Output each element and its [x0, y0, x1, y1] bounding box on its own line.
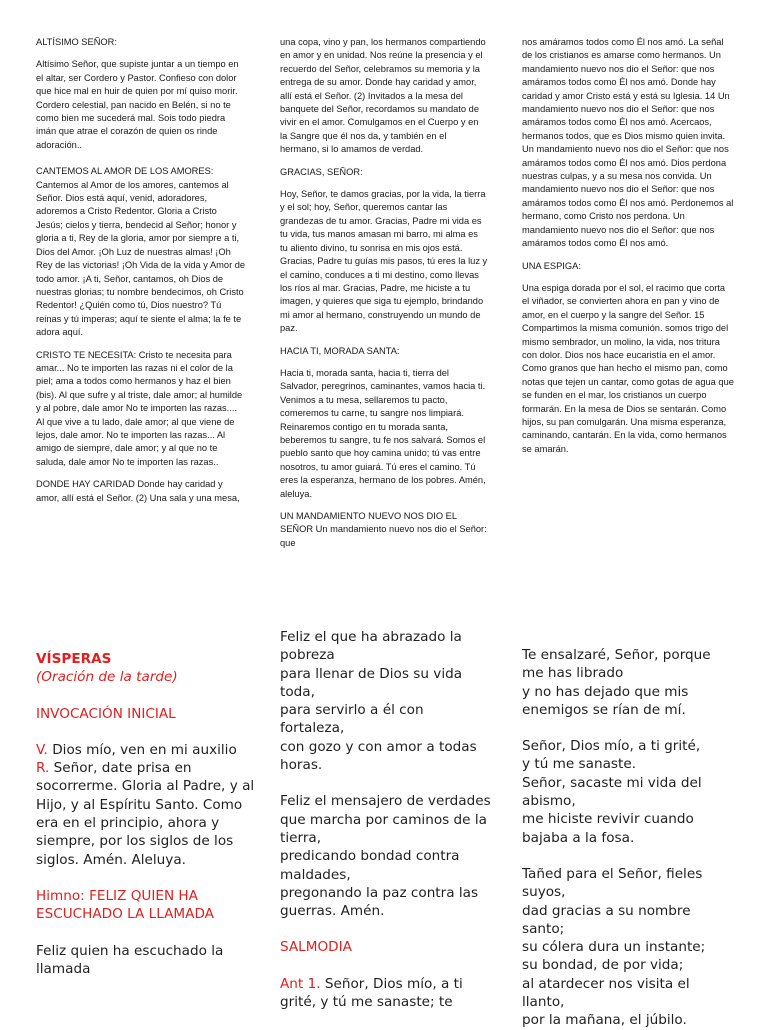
heading-una-espiga: UNA ESPIGA: — [522, 260, 581, 271]
psalm-line: Señor, sacaste mi vida del abismo, — [522, 774, 702, 810]
psalm-line: Tañed para el Señor, fieles suyos, — [522, 865, 703, 901]
stanza-pobreza — [280, 628, 492, 774]
psalm-stanza-3 — [522, 865, 736, 1030]
top-column-2 — [280, 36, 488, 559]
hymn-start: Feliz quien ha escuchado la llamada — [36, 942, 224, 977]
heading-hacia-ti: HACIA TI, MORADA SANTA: — [280, 345, 400, 356]
versicle-marker: V. — [36, 741, 48, 758]
psalm-stanza-1 — [522, 646, 736, 719]
top-column-1 — [36, 36, 246, 514]
psalm-line: al atardecer nos visita el llanto, — [522, 975, 690, 1011]
response — [36, 759, 260, 869]
psalm-line: su cólera dura un instante; — [522, 939, 706, 956]
versicle-text: Dios mío, ven en mi auxilio — [47, 741, 237, 758]
visperas-subtitle: (Oración de la tarde) — [36, 669, 178, 686]
stanza-line: Feliz el que ha abrazado la pobreza — [280, 629, 462, 664]
psalm-stanza-2 — [522, 737, 736, 847]
stanza-line: para servirlo a él con fortaleza, — [280, 702, 424, 737]
antiphon-1 — [280, 975, 492, 1012]
stanza-line: predicando bondad contra maldades, — [280, 848, 460, 883]
psalm-line: y no has dejado que mis enemigos se rían de mí. — [522, 683, 689, 718]
stanza-line: pregonando la paz contra las guerras. Amén. — [280, 884, 479, 920]
paragraph-una-espiga: Una espiga dorada por el sol, el racimo que corta el viñador, se convierten ahora en pan y vino de amor, en el cuerpo y la sangre del Señor. 15 Compartimos la misma comunión. somos trigo del mismo sembrador, un molino, la vida, nos tritura con dolor. Dios nos hace eucaristía en el amor. Como granos que han hecho el mismo pan, como notas que tejen un cantar, como gotas de agua que se funden en el mar, los cristianos un cuerpo formarán. En la mesa de Dios se sentarán. Como hijos, su pan comulgarán. Una misma esperanza, caminando, cantarán. En la vida, como hermanos se amarán. — [522, 282, 734, 454]
bottom-column-1 — [36, 650, 260, 978]
paragraph-donde-hay-caridad: DONDE HAY CARIDAD Donde hay caridad y amor, allí está el Señor. (2) Una sala y una mesa, — [36, 479, 240, 503]
paragraph-cantemos: CANTEMOS AL AMOR DE LOS AMORES: Cantemos al Amor de los amores, cantemos al Señor. Dios está aquí, venid, adoradores, adoremos a Cristo Redentor. Gloria a Cristo Jesús; cielos y tierra, bendecid al Señor; honor y gloria a ti, Rey de la gloria, amor por siempre a ti, Dios del Amor. ¡Oh Luz de nuestras almas! ¡Oh Rey de las victorias! ¡Oh Vida de la vida y Amor de todo amor. ¡A ti, Señor, cantamos, oh Dios de nuestras glorias; tu nombre bendecimos, oh Cristo Redentor! ¿Quién como tú, Dios nuestro? Tú reinas y tú imperas; aquí te siente el alma; la fe te adora aquí. — [36, 166, 246, 338]
stanza-line: Feliz el mensajero de verdades — [280, 793, 491, 810]
psalm-line: me hiciste revivir cuando bajaba a la fosa. — [522, 811, 694, 846]
versicle — [36, 741, 260, 759]
paragraph-hacia-ti: Hacia ti, morada santa, hacia ti, tierra del Salvador, peregrinos, caminantes, vamos hacia ti. Venimos a tu mesa, sellaremos tu pacto, comeremos tu carne, tu sangre nos limpiará. Reinaremos contigo en tu morada santa, beberemos tu sangre, tu fe nos salvará. Somos el pueblo santo que hoy camina unido; tú vas entre nosotros, tu amor guiará. Tú eres el camino. Tú eres la esperanza, hermano de los pobres. Amén, aleluya. — [280, 367, 486, 499]
psalm-line: por la mañana, el júbilo. — [522, 1012, 687, 1029]
visperas-title: VÍSPERAS — [36, 651, 112, 667]
antiphon-marker: Ant 1. — [280, 975, 321, 992]
paragraph-cristo-te-necesita: CRISTO TE NECESITA: Cristo te necesita para amar... No te importen las razas ni el color de la piel; ama a todos como hermanos y haz el bien (bis). Al que sufre y al triste, dale amor; al humilde y al pobre, dale amor No te importen las razas.... Al que vive a tu lado, dale amor; al que viene de lejos, dale amor. No te importen las razas... Al amigo de siempre, dale amor; y al que no te saluda, dale amor No te importen las razas.. — [36, 349, 243, 467]
invocation-heading: INVOCACIÓN INICIAL — [36, 705, 176, 722]
salmodia-heading: SALMODIA — [280, 939, 352, 956]
paragraph-mandamiento-nuevo: UN MANDAMIENTO NUEVO NOS DIO EL SEÑOR Un mandamiento nuevo nos dio el Señor: que — [280, 511, 487, 548]
response-marker: R. — [36, 760, 50, 777]
psalm-line: Señor, Dios mío, a ti grité, — [522, 738, 701, 755]
response-text: Señor, date prisa en socorrerme. Gloria al Padre, y al Hijo, y al Espíritu Santo. Como era en el principio, ahora y siempre, por los siglos de los siglos. Amén. Aleluya. — [36, 760, 255, 868]
bottom-column-2 — [280, 628, 492, 1011]
stanza-line: con gozo y con amor a todas horas. — [280, 738, 477, 774]
psalm-line: y tú me sanaste. — [522, 756, 637, 773]
stanza-line: que marcha por caminos de la tierra, — [280, 811, 487, 846]
bottom-column-3 — [522, 646, 736, 1030]
stanza-mensajero — [280, 792, 492, 920]
psalm-line: dad gracias a su nombre santo; — [522, 902, 691, 937]
psalm-line: su bondad, de por vida; — [522, 957, 684, 974]
heading-altisimo: ALTÍSIMO SEÑOR: — [36, 37, 117, 47]
psalm-line: Te ensalzaré, Señor, porque me has librado — [522, 647, 711, 682]
paragraph-gracias-senor: Hoy, Señor, te damos gracias, por la vida, la tierra y el sol; hoy, Señor, queremos cantar las grandezas de tu amor. Gracias, Padre mi vida es tu vida, tus manos amasan mi barro, mi alma es tu aliento divino, tu sonrisa en mis ojos está. Gracias, Padre tu guías mis pasos, tú eres la luz y el camino, conduces a ti mi destino, como llevas los ríos al mar. Gracias, Padre, me hiciste a tu imagen, y quieres que siga tu ejemplo, brindando mi amor al hermano, construyendo un mundo de paz. — [280, 189, 488, 334]
heading-gracias-senor: GRACIAS, SEÑOR: — [280, 166, 363, 177]
paragraph-amaramos: nos amáramos todos como Él nos amó. La señal de los cristianos es amarse como hermanos. Un mandamiento nuevo nos dio el Señor: que nos amáramos todos como Él nos amó. Donde hay caridad y amor Cristo está y está su Iglesia. 14 Un mandamiento nuevo nos dio el Señor: que nos amáramos todos como Él nos amó. Acercaos, hermanos todos, que es Dios mismo quien invita. Un mandamiento nuevo nos dio el Señor: que nos amáramos todos como Él nos amó. Dios perdona nuestras culpas, y a su mesa nos convida. Un mandamiento nuevo nos dio el Señor: que nos amáramos todos como Él nos amó. Perdonemos al hermano, como Cristo nos perdona. Un mandamiento nuevo nos dio el Señor: que nos amáramos todos como Él nos amó. — [522, 37, 734, 249]
hymn-heading: Himno: FELIZ QUIEN HA ESCUCHADO LA LLAMADA — [36, 887, 214, 923]
antiphon-text: Señor, Dios mío, a ti grité, y tú me sanaste; te — [280, 975, 463, 1011]
top-column-3 — [522, 36, 734, 465]
stanza-line: para llenar de Dios su vida toda, — [280, 665, 463, 700]
paragraph-copa-vino: una copa, vino y pan, los hermanos compartiendo en amor y en unidad. Nos reúne la presencia y el recuerdo del Señor, celebramos su memoria y la entrega de su amor. Donde hay caridad y amor, allí está el Señor. (2) Invitados a la mesa del banquete del Señor, recordamos su mandato de vivir en el amor. Comulgamos en el Cuerpo y en la Sangre que él nos da, y también en el hermano, si lo amamos de verdad. — [280, 37, 486, 155]
paragraph-altisimo: Altísimo Señor, que supiste juntar a un tiempo en el altar, ser Cordero y Pastor. Confieso con dolor que hice mal en huir de quien por mí quiso morir. Cordero celestial, pan nacido en Belén, si no te como bien me sucederá mal. Sois todo piedra imán que atrae el corazón de quien os rinde adoración.. — [36, 59, 239, 150]
